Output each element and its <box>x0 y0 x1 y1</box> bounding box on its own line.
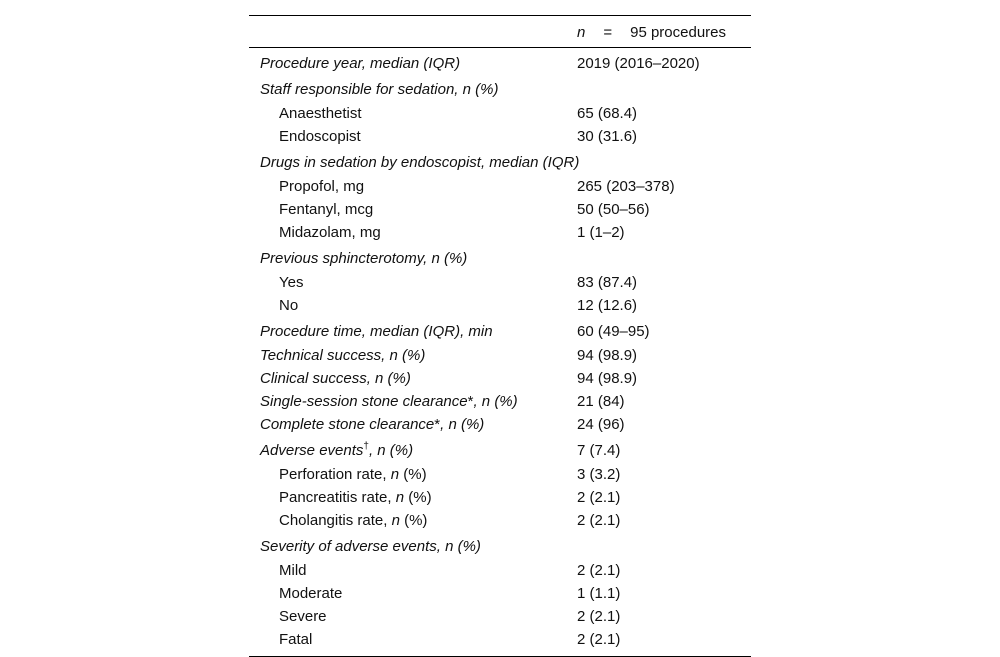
row-label-main: Perforation rate, <box>279 466 391 483</box>
table-row-severe <box>249 605 751 628</box>
row-value: 1 (1.1) <box>577 585 621 602</box>
row-label-tail: (%) <box>399 466 427 483</box>
row-label: Anaesthetist <box>279 105 362 122</box>
table-row-severity <box>249 532 751 559</box>
table-row-fatal <box>249 628 751 651</box>
row-label: Clinical success, n (%) <box>260 370 411 387</box>
row-value: 2 (2.1) <box>577 631 621 648</box>
header-equals: = <box>603 24 613 41</box>
row-label-tail: , n (%) <box>473 393 518 410</box>
row-label: Propofol, mg <box>279 178 365 195</box>
table-row-complete-clearance <box>249 413 751 436</box>
row-label: Mild <box>279 562 307 579</box>
row-value: 2 (2.1) <box>577 512 621 529</box>
row-value: 83 (87.4) <box>577 274 638 291</box>
row-value: 3 (3.2) <box>577 466 621 483</box>
row-label <box>260 413 484 436</box>
row-label-tail: (%) <box>404 489 432 506</box>
row-value: 7 (7.4) <box>577 442 621 459</box>
row-value: 21 (84) <box>577 393 625 410</box>
row-label-n: n <box>390 466 400 483</box>
row-label <box>260 438 413 463</box>
footnote-mark: * <box>434 416 441 433</box>
table-row-clinical-success <box>249 367 751 390</box>
table-row-propofol <box>249 175 751 198</box>
row-label: Severe <box>279 608 327 625</box>
row-label-tail: , n (%) <box>368 442 414 459</box>
row-value: 60 (49–95) <box>577 323 650 340</box>
row-label: No <box>279 297 299 314</box>
row-label-n: n <box>395 489 405 506</box>
table-row-moderate <box>249 582 751 605</box>
row-value: 30 (31.6) <box>577 128 638 145</box>
row-label <box>279 486 432 509</box>
row-label-main: Cholangitis rate, <box>279 512 392 529</box>
table-row-pancreatitis <box>249 486 751 509</box>
row-label <box>279 463 427 486</box>
row-label: Procedure year, median (IQR) <box>260 55 461 72</box>
section-label: Drugs in sedation by endoscopist, median (IQR) <box>260 154 580 171</box>
row-value: 94 (98.9) <box>577 347 638 364</box>
row-label: Fatal <box>279 631 313 648</box>
table-row-no <box>249 294 751 317</box>
table-row-procedure-time <box>249 317 751 344</box>
table-row-mild <box>249 559 751 582</box>
row-value: 265 (203–378) <box>577 178 675 195</box>
row-label: Midazolam, mg <box>279 224 381 241</box>
table-row-fentanyl <box>249 198 751 221</box>
table-row-endoscopist <box>249 125 751 148</box>
row-label: Technical success, n (%) <box>260 347 426 364</box>
table-row-drugs <box>249 148 751 175</box>
row-value: 1 (1–2) <box>577 224 625 241</box>
row-value: 24 (96) <box>577 416 625 433</box>
row-label: Fentanyl, mcg <box>279 201 374 218</box>
row-label: Yes <box>279 274 304 291</box>
row-value: 2 (2.1) <box>577 608 621 625</box>
row-label <box>279 509 427 532</box>
row-label-main: Pancreatitis rate, <box>279 489 396 506</box>
row-label-n: n <box>391 512 400 529</box>
row-label-main: Adverse events <box>260 442 364 459</box>
row-label: Endoscopist <box>279 128 361 145</box>
section-label: Severity of adverse events, n (%) <box>260 538 481 555</box>
row-value: 2019 (2016–2020) <box>577 55 700 72</box>
row-label-main: Single-session stone clearance <box>260 393 468 410</box>
row-label-tail: (%) <box>399 512 428 529</box>
header-n-symbol: n <box>577 24 586 41</box>
table-row-midazolam <box>249 221 751 244</box>
section-label: Previous sphincterotomy, n (%) <box>260 250 468 267</box>
row-label <box>260 390 518 413</box>
row-label: Procedure time, median (IQR), min <box>260 323 493 340</box>
table-row-procedure-year <box>249 52 751 75</box>
section-label: Staff responsible for sedation, n (%) <box>260 81 499 98</box>
table-row-cholangitis <box>249 509 751 532</box>
table-row-technical-success <box>249 344 751 367</box>
table-row-previous-sphincterotomy <box>249 244 751 271</box>
row-value: 12 (12.6) <box>577 297 638 314</box>
row-value: 94 (98.9) <box>577 370 638 387</box>
table-row-perforation <box>249 463 751 486</box>
table-row-yes <box>249 271 751 294</box>
row-label-tail: , n (%) <box>440 416 485 433</box>
table-row-anaesthetist <box>249 102 751 125</box>
procedure-table <box>249 15 751 657</box>
header-cell <box>577 24 726 41</box>
row-label: Moderate <box>279 585 343 602</box>
row-label-main: Complete stone clearance <box>260 416 435 433</box>
header-procedures: 95 procedures <box>630 24 727 41</box>
row-value: 50 (50–56) <box>577 201 650 218</box>
table-row-staff-responsible <box>249 75 751 102</box>
footnote-mark: † <box>363 441 369 452</box>
row-value: 2 (2.1) <box>577 562 621 579</box>
table-row-single-session-clearance <box>249 390 751 413</box>
table-row-adverse-events <box>249 436 751 463</box>
row-value: 65 (68.4) <box>577 105 638 122</box>
table-header-row <box>249 16 751 47</box>
footnote-mark: * <box>467 393 474 410</box>
row-value: 2 (2.1) <box>577 489 621 506</box>
